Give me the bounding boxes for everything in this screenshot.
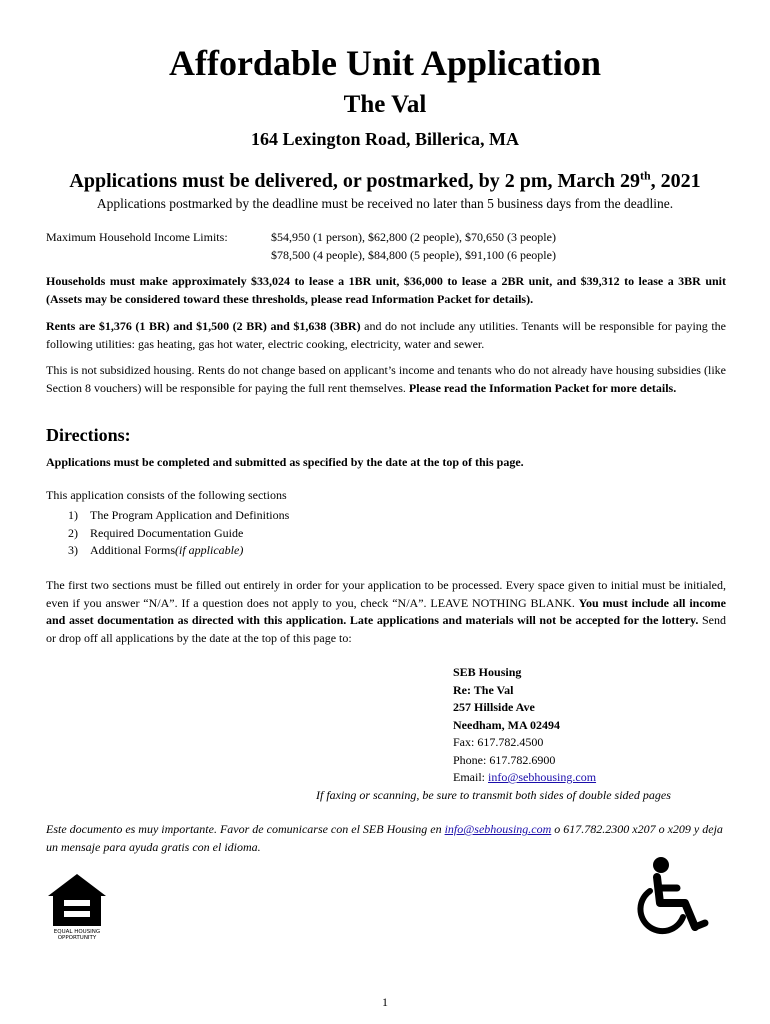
page-title: Affordable Unit Application bbox=[168, 43, 602, 83]
list-item bbox=[68, 507, 289, 525]
list-item-label: The Program Application and Definitions bbox=[90, 508, 290, 522]
spanish-part2: o 617.782.2300 x207 o x209 y deja un mensaje para ayuda gratis con el idioma. bbox=[46, 822, 723, 854]
sections-list bbox=[68, 507, 289, 560]
contact-org bbox=[453, 664, 596, 682]
contact-street-text: 257 Hillside Ave bbox=[453, 700, 535, 714]
rents-paragraph bbox=[46, 318, 726, 353]
deadline-superscript: th bbox=[639, 168, 651, 183]
list-item-number: 2) bbox=[68, 525, 78, 540]
subsidy-text: This is not subsidized housing. Rents do not change based on applicant’s income and tenants who do not already have housing subsidies (like Section 8 vouchers) will be responsible for paying the full rent themselves. bbox=[46, 363, 726, 395]
deadline-note: Applications postmarked by the deadline must be received no later than 5 business days from the deadline. bbox=[96, 196, 674, 211]
eho-text-line1: EQUAL HOUSING bbox=[53, 929, 101, 935]
instructions-part1: The first two sections must be filled out entirely in order for your application to be processed. Every space given to initial must be initialed, even if you answer “N/A”. If a question does not apply to you, check “N/A”. LEAVE NOTHING BLANK. bbox=[46, 578, 726, 610]
page-number: 1 bbox=[382, 995, 388, 1009]
fax-note: If faxing or scanning, be sure to transmit both sides of double sided pages bbox=[316, 788, 671, 802]
wheelchair-accessibility-icon bbox=[633, 855, 713, 939]
instructions-bold: You must include all income and asset documentation as directed with this application. Late applications and materials will not be accepted for the lottery. bbox=[46, 595, 727, 627]
contact-email bbox=[453, 769, 596, 787]
list-item bbox=[68, 542, 289, 560]
deadline-year: , 2021 bbox=[650, 170, 701, 192]
list-item-number: 1) bbox=[68, 508, 78, 522]
list-item-label: Additional Forms bbox=[90, 543, 176, 557]
income-limits-line: $54,950 (1 person), $62,800 (2 people), $70,650 (3 people) bbox=[271, 230, 556, 244]
sections-intro: This application consists of the following sections bbox=[46, 488, 287, 502]
instructions-part2: Send or drop off all applications by the date at the top of this page to: bbox=[46, 613, 726, 645]
contact-city bbox=[453, 717, 596, 735]
contact-fax: Fax: 617.782.4500 bbox=[453, 735, 544, 749]
directions-note: Applications must be completed and submitted as specified by the date at the top of this page. bbox=[46, 455, 524, 469]
contact-email-label: Email: bbox=[453, 770, 488, 784]
contact-email-link[interactable]: info@sebhousing.com bbox=[488, 770, 597, 784]
property-address: 164 Lexington Road, Billerica, MA bbox=[251, 129, 519, 149]
spanish-email-link[interactable]: info@sebhousing.com bbox=[444, 822, 552, 836]
contact-city-text: Needham, MA 02494 bbox=[453, 717, 560, 732]
eho-text-line2: OPPORTUNITY bbox=[57, 935, 97, 940]
deadline-main: Applications must be delivered, or postmarked, by 2 pm, March 29 bbox=[69, 170, 640, 192]
spanish-notice bbox=[46, 820, 726, 856]
income-limits-label: Maximum Household Income Limits: bbox=[46, 230, 228, 244]
deadline-heading bbox=[0, 167, 770, 195]
contact-re bbox=[453, 682, 596, 700]
list-item-extra: (if applicable) bbox=[175, 543, 244, 557]
property-name: The Val bbox=[343, 91, 427, 118]
list-item-number: 3) bbox=[68, 543, 78, 557]
contact-org-text: SEB Housing bbox=[453, 665, 522, 679]
directions-heading: Directions: bbox=[46, 425, 131, 445]
list-item bbox=[68, 525, 289, 543]
contact-phone: Phone: 617.782.6900 bbox=[453, 752, 556, 767]
contact-street bbox=[453, 699, 596, 717]
income-limits-line: $78,500 (4 people), $84,800 (5 people), $91,100 (6 people) bbox=[271, 247, 556, 262]
income-limits-values bbox=[271, 229, 556, 264]
rents-bold: Rents are $1,376 (1 BR) and $1,500 (2 BR) and $1,638 (3BR) bbox=[46, 319, 361, 333]
instructions-paragraph bbox=[46, 577, 726, 647]
rents-rest: and do not include any utilities. Tenants will be responsible for paying the following utilities: gas heating, gas hot water, electric cooking, electricity, water and sewer. bbox=[46, 319, 727, 351]
spanish-part1: Este documento es muy importante. Favor de comunicarse con el SEB Housing en bbox=[46, 822, 445, 836]
equal-housing-opportunity-icon bbox=[46, 872, 108, 940]
subsidy-bold: Please read the Information Packet for more details. bbox=[408, 380, 677, 395]
households-text: Households must make approximately $33,024 to lease a 1BR unit, $36,000 to lease a 2BR unit, and $39,312 to lease a 3BR unit (Assets may be considered toward these thresholds, please read Information Packet for details). bbox=[46, 274, 726, 306]
subsidy-paragraph bbox=[46, 362, 726, 397]
contact-re-text: Re: The Val bbox=[453, 682, 514, 697]
contact-block bbox=[453, 664, 596, 787]
list-item-label: Required Documentation Guide bbox=[90, 525, 244, 540]
households-paragraph bbox=[46, 273, 726, 308]
